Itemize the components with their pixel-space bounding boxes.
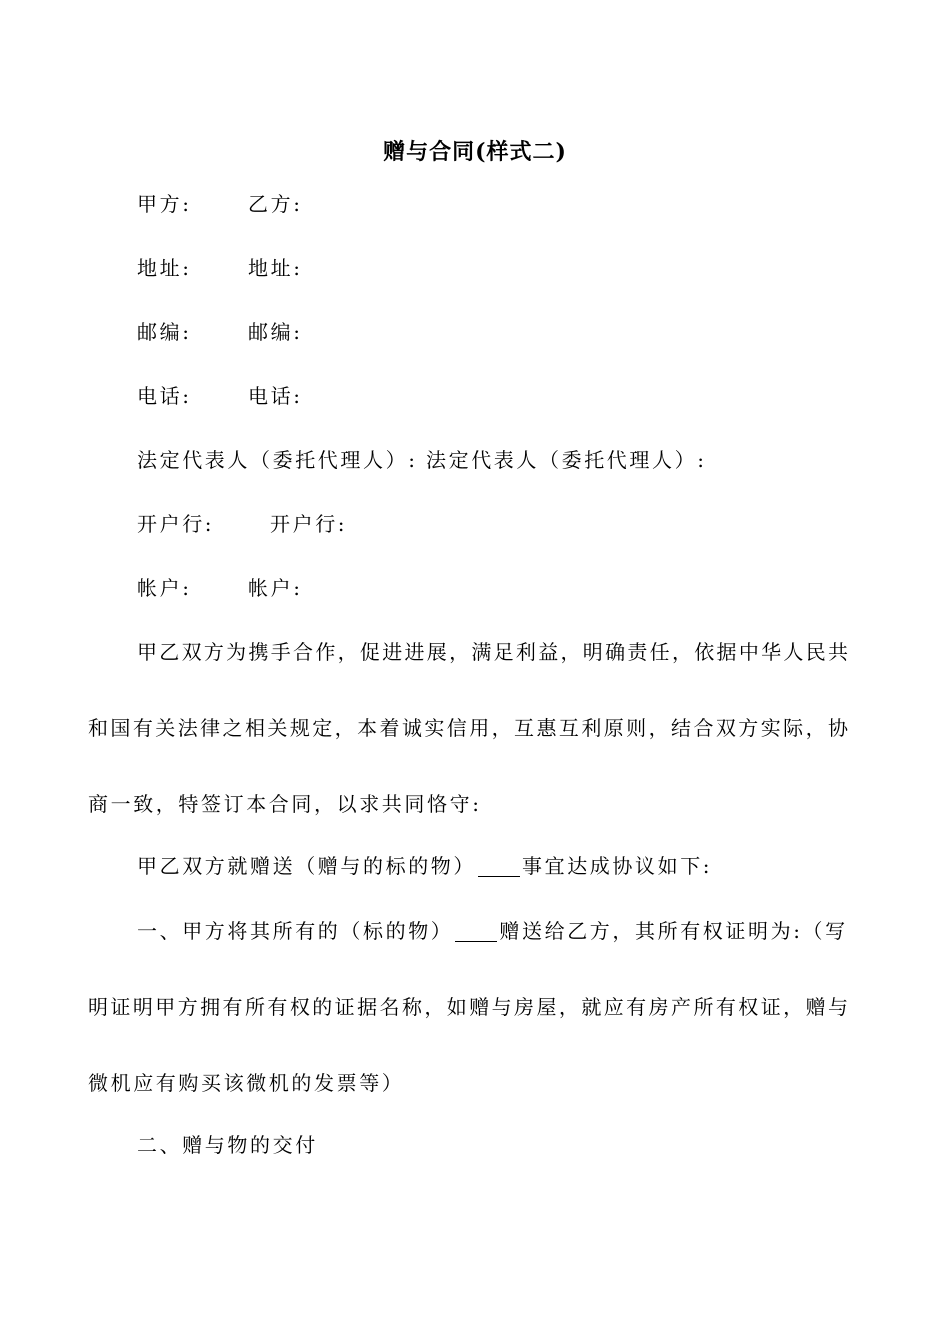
representative-b-label: 法定代表人（委托代理人）: (426, 448, 707, 472)
agreement-line (137, 850, 712, 879)
postcode-row (137, 316, 303, 345)
address-row (137, 252, 303, 281)
bank-a-label: 开户行: (137, 512, 215, 536)
preamble-line-2: 和国有关法律之相关规定，本着诚实信用，互惠互利原则，结合双方实际，协 (88, 716, 848, 740)
address-a-label: 地址: (137, 256, 192, 280)
postcode-a-label: 邮编: (137, 320, 192, 344)
clause-1-line-3: 微机应有购买该微机的发票等） (88, 1071, 405, 1095)
address-b-label: 地址: (248, 256, 303, 280)
fill-blank (478, 856, 520, 877)
party-b-label: 乙方: (248, 192, 303, 216)
party-a-label: 甲方: (137, 192, 192, 216)
phone-a-label: 电话: (137, 384, 192, 408)
clause-2-heading: 二、赠与物的交付 (137, 1133, 318, 1157)
bank-b-label: 开户行: (270, 512, 348, 536)
representative-row (137, 444, 707, 473)
phone-row (137, 380, 303, 409)
phone-b-label: 电话: (248, 384, 303, 408)
preamble-line-3: 商一致，特签订本合同，以求共同恪守: (88, 792, 482, 816)
account-row (137, 572, 303, 601)
agreement-text-after: 事宜达成协议如下: (522, 854, 713, 878)
fill-blank (455, 921, 497, 942)
clause-1-text-after: 赠送给乙方，其所有权证明为:（写 (499, 919, 848, 943)
preamble-line-1: 甲乙双方为携手合作，促进进展，满足利益，明确责任，依据中华人民共 (137, 640, 848, 664)
clause-1-line-1 (137, 915, 848, 944)
document-title: 赠与合同(样式二) (383, 139, 567, 165)
account-b-label: 帐户: (248, 576, 303, 600)
party-row (137, 188, 303, 217)
bank-row (137, 508, 348, 537)
agreement-text-before: 甲乙双方就赠送（赠与的标的物） (137, 854, 476, 878)
clause-1-line-2: 明证明甲方拥有所有权的证据名称，如赠与房屋，就应有房产所有权证，赠与 (88, 995, 848, 1019)
account-a-label: 帐户: (137, 576, 192, 600)
representative-a-label: 法定代表人（委托代理人）: (137, 448, 418, 472)
postcode-b-label: 邮编: (248, 320, 303, 344)
clause-1-text-before: 一、甲方将其所有的（标的物） (137, 919, 454, 943)
